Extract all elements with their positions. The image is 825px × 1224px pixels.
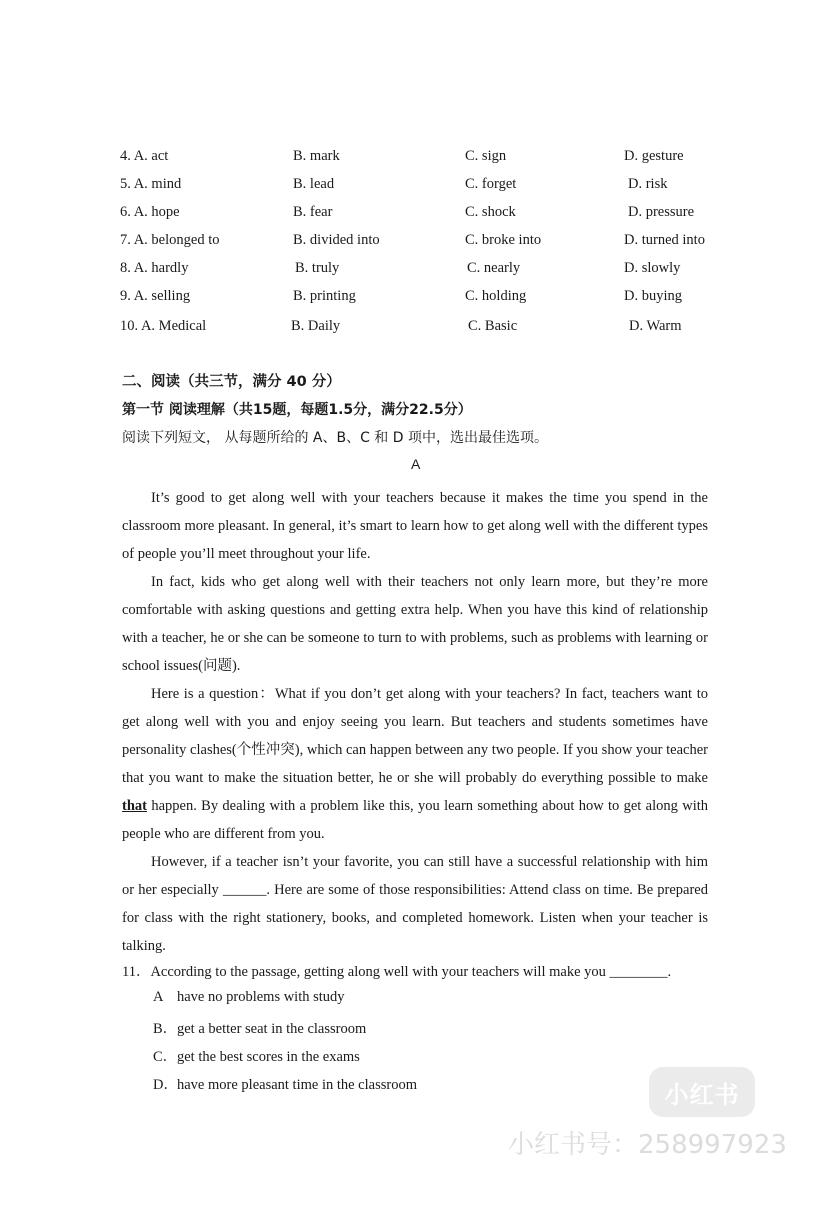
answer-option-b [153,1017,366,1038]
option-c: C. Basic [468,318,518,334]
option-row-6 [0,204,825,224]
option-a: 4. A. act [120,148,169,164]
option-b: B. mark [293,148,340,164]
option-text: have more pleasant time in the classroom [177,1077,417,1093]
watermark-logo: 小红书 [649,1067,755,1117]
option-row-9 [0,288,825,308]
reading-passage [122,484,708,960]
option-row-4 [0,148,825,168]
underlined-word: that [122,798,147,814]
option-letter: D． [153,1077,178,1093]
option-c: C. nearly [467,260,521,276]
paragraph-3 [122,680,708,848]
option-b: B. truly [295,260,340,276]
option-c: C. broke into [465,232,542,248]
option-b: B. lead [293,176,335,192]
question-stem: 11．According to the passage, getting along well with your teachers will make you ________. [122,964,672,980]
paragraph-1: It’s good to get along well with your teachers because it makes the time you spend in the classroom more pleasant. In general, it’s smart to learn how to get along well with the different types of people you’ll meet throughout your life. [122,490,708,562]
option-row-5 [0,176,825,196]
paragraph-3-start: Here is a question：What if you don’t get along with your teachers? In fact, teachers want to get along well with you and enjoy seeing you learn. But teachers and students sometimes have personality clashes(个性冲突), which can happen between any two people. If you show your teacher that you want to make the situation better, he or she will probably do everything possible to make [122,686,708,786]
section-instruction: 阅读下列短文， 从每题所给的 A、B、C 和 D 项中，选出最佳选项。 [122,430,548,446]
option-letter: C． [153,1049,178,1065]
paragraph-2: In fact, kids who get along well with their teachers not only learn more, but they’re more comfortable with asking questions and getting extra help. When you have this kind of relationship with a teacher, he or she can be someone to turn to with problems, such as problems with learning or school issues(问题). [122,574,708,674]
option-row-10 [0,318,825,338]
paragraph-3-end: happen. By dealing with a problem like this, you learn something about how to get along with people who are different from you. [122,798,709,842]
option-text: get a better seat in the classroom [177,1021,367,1037]
answer-option-a [153,989,345,1006]
option-text: get the best scores in the exams [177,1049,360,1065]
answer-option-d [153,1073,417,1094]
option-a: 7. A. belonged to [120,232,220,248]
option-text: have no problems with study [177,989,345,1005]
option-letter: B． [153,1021,178,1037]
option-d: D. gesture [624,148,684,164]
option-c: C. holding [465,288,527,304]
option-c: C. sign [465,148,507,164]
option-row-7 [0,232,825,252]
section-title: 二、阅读（共三节，满分 40 分） [122,374,341,390]
section-subtitle: 第一节 阅读理解（共15题，每题1.5分，满分22.5分） [122,402,472,418]
option-d: D. Warm [629,318,682,334]
option-a: 9. A. selling [120,288,191,304]
option-d: D. buying [624,288,682,304]
option-d: D. pressure [628,204,695,220]
option-a: 8. A. hardly [120,260,189,276]
option-b: B. Daily [291,318,341,334]
option-letter: A [153,989,164,1005]
watermark-id: 小红书号：258997923 [508,1130,787,1160]
paragraph-4: However, if a teacher isn’t your favorite, you can still have a successful relationship with him or her especially ______. Here are some of those responsibilities: Attend class on time. Be prepared for class with the right stationery, books, and completed homework. Listen when your teacher is talking. [122,854,708,954]
option-d: D. turned into [624,232,705,248]
option-a: 6. A. hope [120,204,180,220]
option-c: C. shock [465,204,516,220]
option-c: C. forget [465,176,517,192]
option-a: 10. A. Medical [120,318,207,334]
option-b: B. printing [293,288,356,304]
passage-letter: A [411,456,421,472]
option-a: 5. A. mind [120,176,182,192]
option-b: B. divided into [293,232,380,248]
option-row-8 [0,260,825,280]
option-d: D. slowly [624,260,681,276]
option-b: B. fear [293,204,333,220]
option-d: D. risk [628,176,668,192]
answer-option-c [153,1045,360,1066]
